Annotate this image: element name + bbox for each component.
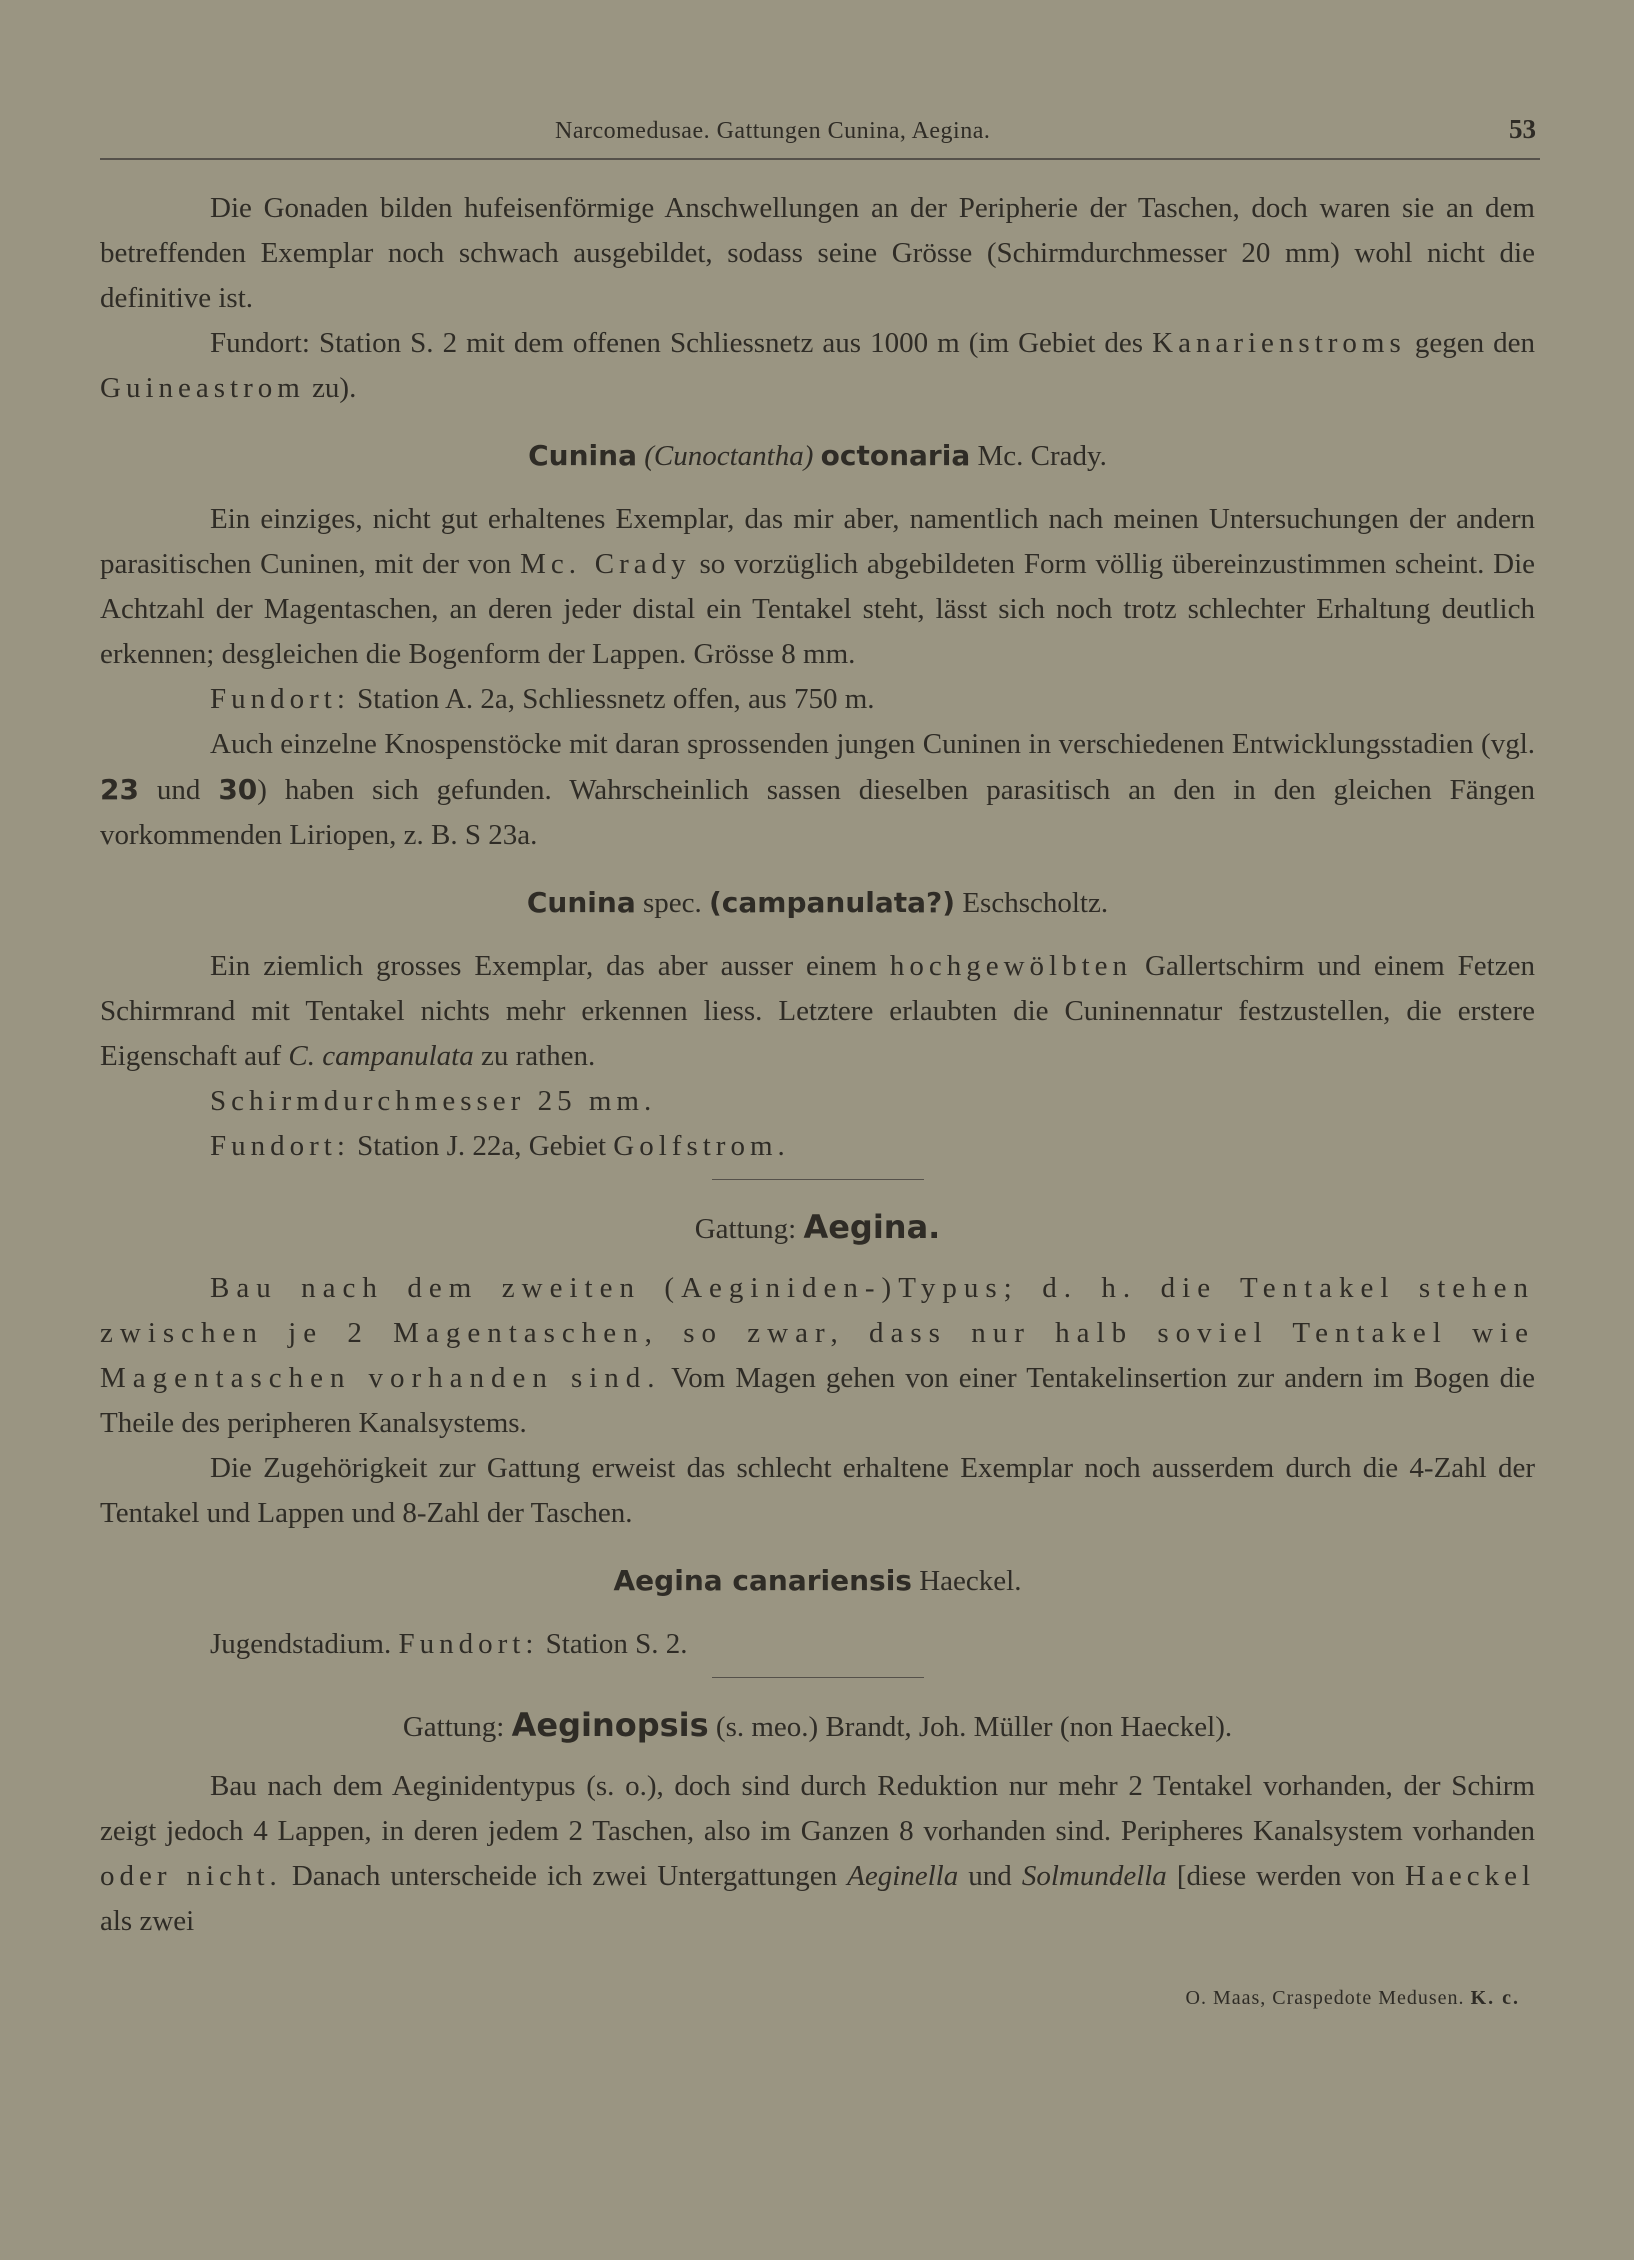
- paragraph: [100, 497, 1535, 677]
- signature-mark: K. c.: [1470, 1987, 1520, 2009]
- running-title: Narcomedusae. Gattungen Cunina, Aegina.: [555, 118, 991, 144]
- text: zu rathen.: [473, 1040, 596, 1072]
- spaced-text: Golfstrom.: [613, 1130, 790, 1162]
- paragraph: [100, 944, 1535, 1079]
- paragraph: [100, 1124, 1535, 1169]
- spaced-text: hochgewölbten: [889, 950, 1133, 982]
- paragraph: [100, 1622, 1535, 1667]
- text: als zwei: [100, 1905, 195, 1937]
- text: und: [958, 1860, 1022, 1892]
- body-text: [100, 186, 1535, 1944]
- text: Station J. 22a, Gebiet: [349, 1130, 614, 1162]
- text: Danach unterscheide ich zwei Untergattungen: [281, 1860, 848, 1892]
- divider-line: [712, 1677, 924, 1678]
- paragraph: Die Gonaden bilden hufeisenförmige Anschwellungen an der Peripherie der Taschen, doch waren sie an dem betreffenden Exemplar noch schwach ausgebildet, sodass seine Grösse (Schirmdurchmesser 20 mm) wohl nicht die definitive ist.: [100, 192, 1535, 314]
- genus-name: Cunina: [526, 886, 636, 919]
- text: Fundort: Station S. 2 mit dem offenen Schliessnetz aus 1000 m (im Gebiet des: [210, 327, 1153, 359]
- text: gegen den: [1405, 327, 1535, 359]
- text: Gallertschirm und einem Fetzen Schirmrand mit Tentakel nichts mehr erkennen liess. Letztere erlaubten die Cuninennatur festzustellen, die erstere Eigenschaft auf: [100, 950, 1535, 1072]
- spaced-text: Kanarienstroms: [1152, 327, 1406, 359]
- text: [diese werden von: [1166, 1860, 1406, 1892]
- page-number: 53: [1509, 114, 1536, 144]
- section-heading: [100, 1558, 1535, 1604]
- text: Station S. 2.: [538, 1628, 688, 1660]
- text: Bau nach dem Aeginidentypus (s. o.), doch sind durch Reduktion nur mehr 2 Tentakel vorhanden, der Schirm zeigt jedoch 4 Lappen, in deren jedem 2 Taschen, also im Ganzen 8 vorhanden sind. Peripheres Kanalsystem vorhanden: [100, 1770, 1535, 1847]
- text: Auch einzelne Knospenstöcke mit daran sprossenden jungen Cuninen in verschiedenen Entwicklungsstadien (vgl.: [210, 728, 1535, 760]
- figure-ref: 30: [218, 773, 258, 806]
- paragraph: [100, 321, 1535, 411]
- spaced-text: Bau nach dem zweiten (Aeginiden-)Typus; d. h. die Tentakel stehen zwischen je 2 Magentaschen, so zwar, dass nur halb soviel Tentakel wie Magentaschen vorhanden sind.: [100, 1272, 1535, 1394]
- spec-label: spec.: [642, 887, 702, 919]
- paragraph: [100, 677, 1535, 722]
- author-name: Mc. Crady.: [977, 440, 1107, 472]
- author-name: Haeckel.: [919, 1565, 1022, 1597]
- genus-name: Aeginopsis: [511, 1706, 709, 1744]
- italic-text: Aeginella: [847, 1860, 959, 1892]
- spaced-text: Fundort:: [210, 1130, 350, 1162]
- section-heading: [100, 1703, 1535, 1750]
- section-divider: [100, 1667, 1535, 1697]
- species-name: octonaria: [820, 439, 971, 472]
- text: so vorzüglich abgebildeten Form völlig übereinzustimmen scheint. Die Achtzahl der Magentaschen, an deren jeder distal ein Tentakel steht, lässt sich noch trotz schlechter Erhaltung deutlich erkennen; desgleichen die Bogenform der Lappen. Grösse 8 mm.: [100, 548, 1535, 670]
- text: Ein einziges, nicht gut erhaltenes Exemplar, das mir aber, namentlich nach meinen Untersuchungen der andern parasitischen Cuninen, mit der von: [100, 503, 1535, 580]
- subgenus-name: (Cunoctantha): [644, 440, 814, 472]
- genus-name: Cunina: [528, 439, 637, 472]
- text: zu).: [304, 372, 357, 404]
- text: ) haben sich gefunden. Wahrscheinlich sassen dieselben parasitisch an den in den gleichen Fängen vorkommenden Liriopen, z. B. S 23a.: [100, 774, 1536, 851]
- spaced-text: Fundort:: [398, 1628, 539, 1660]
- heading-label: Gattung:: [694, 1213, 797, 1245]
- section-heading: [100, 433, 1535, 479]
- text: Jugendstadium.: [210, 1628, 399, 1660]
- paragraph: Die Zugehörigkeit zur Gattung erweist das schlecht erhaltene Exemplar noch ausserdem durch die 4-Zahl der Tentakel und Lappen und 8-Zahl der Taschen.: [100, 1452, 1535, 1529]
- section-divider: [100, 1169, 1535, 1199]
- section-heading: [100, 880, 1535, 926]
- text: Vom Magen gehen von einer Tentakelinsertion zur andern im Bogen die Theile des peripheren Kanalsystems.: [100, 1362, 1535, 1439]
- author-name: (s. meo.) Brandt, Joh. Müller (non Haeckel).: [715, 1711, 1233, 1743]
- divider-line: [712, 1179, 924, 1180]
- paragraph: [100, 1266, 1535, 1446]
- spaced-text: Haeckel: [1405, 1860, 1536, 1892]
- species-name: Aegina canariensis: [613, 1564, 912, 1597]
- paragraph: Schirmdurchmesser 25 mm.: [210, 1085, 657, 1117]
- paragraph: [100, 722, 1535, 858]
- printer-signature: [1040, 1987, 1520, 2010]
- spaced-text: Mc. Crady: [520, 548, 691, 580]
- paragraph: [100, 1764, 1535, 1944]
- text: Station A. 2a, Schliessnetz offen, aus 750 m.: [349, 683, 875, 715]
- heading-label: Gattung:: [402, 1711, 505, 1743]
- running-header: [100, 114, 1540, 160]
- spaced-text: Fundort:: [210, 683, 350, 715]
- text: Ein ziemlich grosses Exemplar, das aber ausser einem: [210, 950, 890, 982]
- species-name: (campanulata?): [709, 886, 956, 919]
- spaced-text: oder nicht.: [100, 1860, 282, 1892]
- genus-name: Aegina.: [803, 1208, 941, 1246]
- italic-text: Solmundella: [1021, 1860, 1167, 1892]
- text: und: [138, 774, 219, 806]
- section-heading: [100, 1205, 1535, 1252]
- author-name: Eschscholtz.: [962, 887, 1109, 919]
- spaced-text: Guineastrom: [100, 372, 305, 404]
- figure-ref: 23: [100, 773, 139, 806]
- signature-text: O. Maas, Craspedote Medusen.: [1185, 1987, 1465, 2009]
- italic-text: C. campanulata: [288, 1040, 474, 1072]
